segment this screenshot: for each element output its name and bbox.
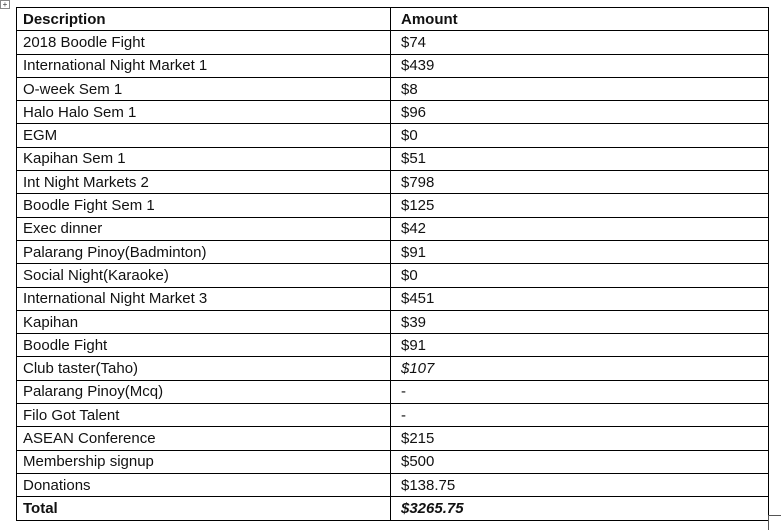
description-cell[interactable]: EGM <box>17 124 391 147</box>
funds-table <box>16 7 769 521</box>
amount-cell[interactable]: - <box>391 404 769 427</box>
table-row <box>17 147 769 170</box>
description-cell[interactable]: Kapihan <box>17 310 391 333</box>
description-cell[interactable]: Palarang Pinoy(Mcq) <box>17 380 391 403</box>
amount-cell[interactable]: $107 <box>391 357 769 380</box>
amount-cell[interactable]: $8 <box>391 77 769 100</box>
amount-cell[interactable]: $451 <box>391 287 769 310</box>
amount-cell[interactable]: $91 <box>391 334 769 357</box>
total-label[interactable]: Total <box>17 497 391 520</box>
table-row <box>17 357 769 380</box>
description-cell[interactable]: Boodle Fight Sem 1 <box>17 194 391 217</box>
amount-header: Amount <box>391 8 769 31</box>
table-row <box>17 404 769 427</box>
total-row <box>17 497 769 520</box>
table-row <box>17 450 769 473</box>
table-row <box>17 171 769 194</box>
table-row <box>17 264 769 287</box>
table-row <box>17 31 769 54</box>
table-row <box>17 54 769 77</box>
description-cell[interactable]: ASEAN Conference <box>17 427 391 450</box>
amount-cell[interactable]: $51 <box>391 147 769 170</box>
amount-cell[interactable]: $0 <box>391 124 769 147</box>
amount-cell[interactable]: - <box>391 380 769 403</box>
description-cell[interactable]: Club taster(Taho) <box>17 357 391 380</box>
amount-cell[interactable]: $74 <box>391 31 769 54</box>
total-amount[interactable]: $3265.75 <box>391 497 769 520</box>
amount-cell[interactable]: $0 <box>391 264 769 287</box>
table-move-handle[interactable]: + <box>0 0 10 9</box>
table-row <box>17 101 769 124</box>
description-cell[interactable]: Donations <box>17 473 391 496</box>
table-row <box>17 124 769 147</box>
table-row <box>17 77 769 100</box>
amount-cell[interactable]: $798 <box>391 171 769 194</box>
description-cell[interactable]: Boodle Fight <box>17 334 391 357</box>
description-cell[interactable]: 2018 Boodle Fight <box>17 31 391 54</box>
amount-cell[interactable]: $125 <box>391 194 769 217</box>
amount-cell[interactable]: $500 <box>391 450 769 473</box>
table-row <box>17 310 769 333</box>
description-cell[interactable]: International Night Market 3 <box>17 287 391 310</box>
table-row <box>17 240 769 263</box>
description-cell[interactable]: Int Night Markets 2 <box>17 171 391 194</box>
description-cell[interactable]: Filo Got Talent <box>17 404 391 427</box>
table-row <box>17 194 769 217</box>
table-row <box>17 287 769 310</box>
amount-cell[interactable]: $215 <box>391 427 769 450</box>
amount-cell[interactable]: $439 <box>391 54 769 77</box>
description-cell[interactable]: International Night Market 1 <box>17 54 391 77</box>
description-header: Description <box>17 8 391 31</box>
table-row <box>17 473 769 496</box>
amount-cell[interactable]: $138.75 <box>391 473 769 496</box>
amount-cell[interactable]: $91 <box>391 240 769 263</box>
amount-cell[interactable]: $42 <box>391 217 769 240</box>
table-row <box>17 217 769 240</box>
table-row <box>17 380 769 403</box>
resize-corner <box>768 515 781 530</box>
description-cell[interactable]: O-week Sem 1 <box>17 77 391 100</box>
description-cell[interactable]: Membership signup <box>17 450 391 473</box>
description-cell[interactable]: Halo Halo Sem 1 <box>17 101 391 124</box>
description-cell[interactable]: Exec dinner <box>17 217 391 240</box>
description-cell[interactable]: Palarang Pinoy(Badminton) <box>17 240 391 263</box>
table-row <box>17 334 769 357</box>
table-header-row <box>17 8 769 31</box>
amount-cell[interactable]: $39 <box>391 310 769 333</box>
amount-cell[interactable]: $96 <box>391 101 769 124</box>
description-cell[interactable]: Kapihan Sem 1 <box>17 147 391 170</box>
description-cell[interactable]: Social Night(Karaoke) <box>17 264 391 287</box>
table-row <box>17 427 769 450</box>
